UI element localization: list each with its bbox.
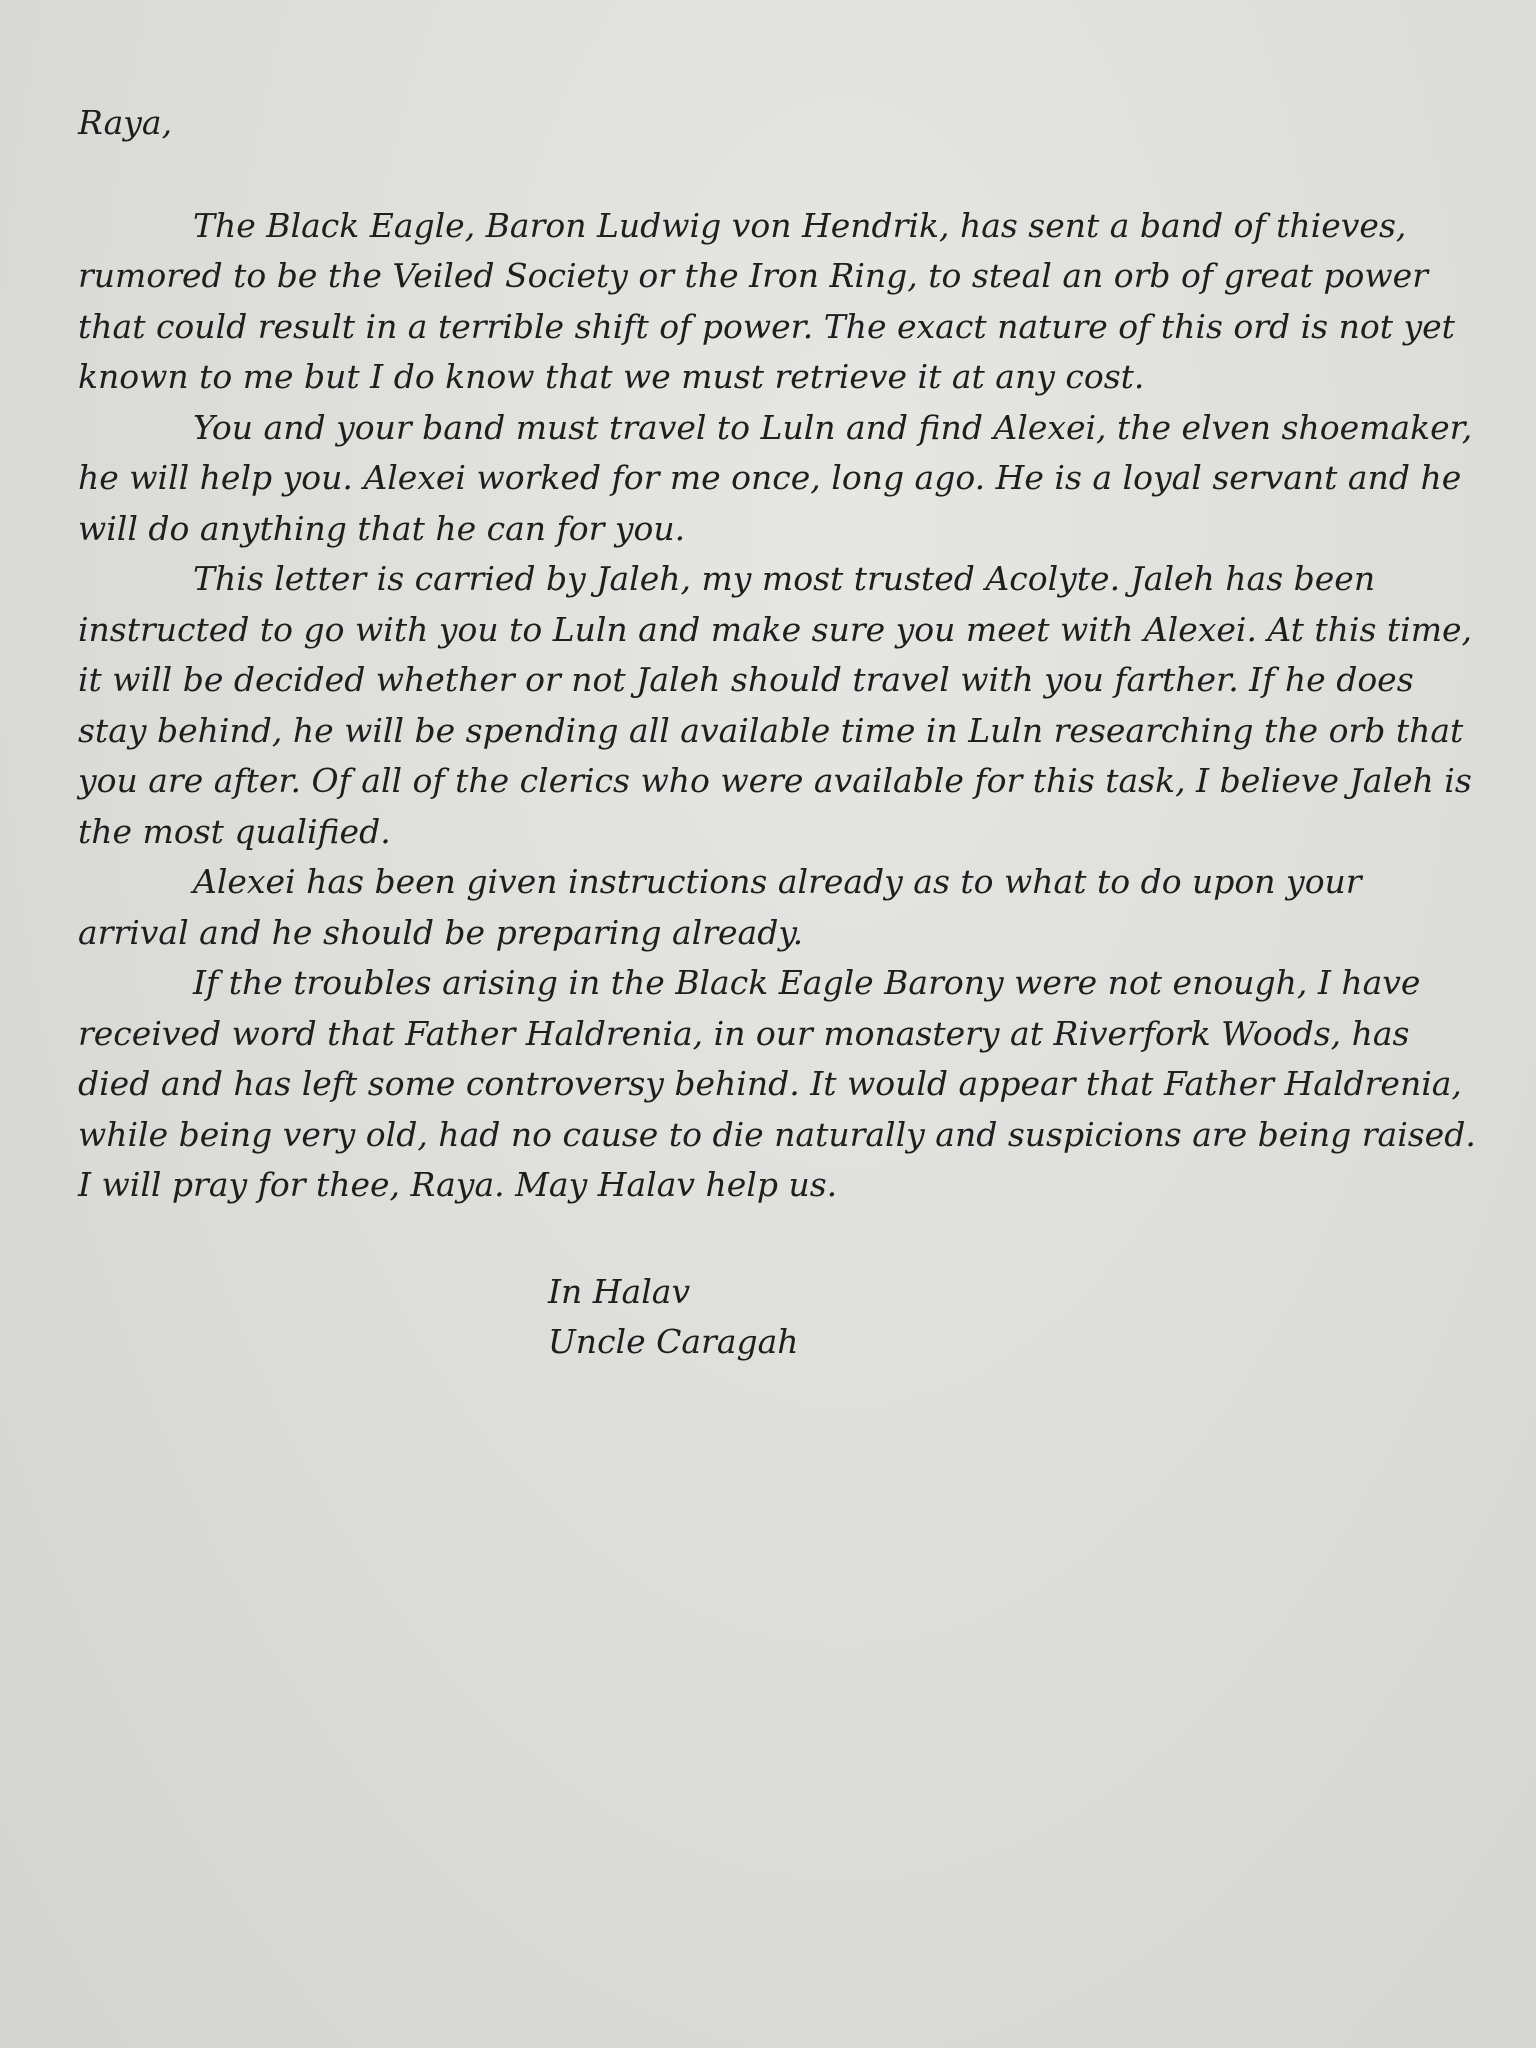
letter-greeting: Raya, — [78, 103, 173, 142]
letter-paragraph-2: You and your band must travel to Luln and find Alexei, the elven shoemaker, he will help you. Alexei worked for me once, long ago. He is a loyal servant and he will do anything that he can for you. — [78, 407, 1473, 548]
letter-paragraph-5: If the troubles arising in the Black Eagle Barony were not enough, I have received word that Father Haldrenia, in our monastery at Riverfork Woods, has died and has left some controversy behind. It would appear that Father Haldrenia, while being very old, had no cause to die naturally and suspicions are being raised. I will pray for thee, Raya. May Halav help us. — [78, 963, 1476, 1204]
letter-closing — [548, 1267, 1478, 1367]
letter-paragraph-3: This letter is carried by Jaleh, my most trusted Acolyte. Jaleh has been instructed to go with you to Luln and make sure you meet with Alexei. At this time, it will be decided whether or not Jaleh should travel with you farther. If he does stay behind, he will be spending all available time in Luln researching the orb that you are after. Of all of the clerics who were available for this task, I believe Jaleh is the most qualified. — [78, 559, 1473, 851]
letter-paragraph-4: Alexei has been given instructions already as to what to do upon your arrival and he should be preparing already. — [78, 862, 1362, 952]
letter-signature: Uncle Caragah — [548, 1321, 799, 1361]
letter-valediction: In Halav — [548, 1271, 691, 1311]
letter-paragraph-1: The Black Eagle, Baron Ludwig von Hendrik, has sent a band of thieves, rumored to be the Veiled Society or the Iron Ring, to steal an orb of great power that could result in a terrible shift of power. The exact nature of this ord is not yet known to me but I do know that we must retrieve it at any cost. — [78, 205, 1455, 396]
letter-body — [78, 98, 1478, 1367]
